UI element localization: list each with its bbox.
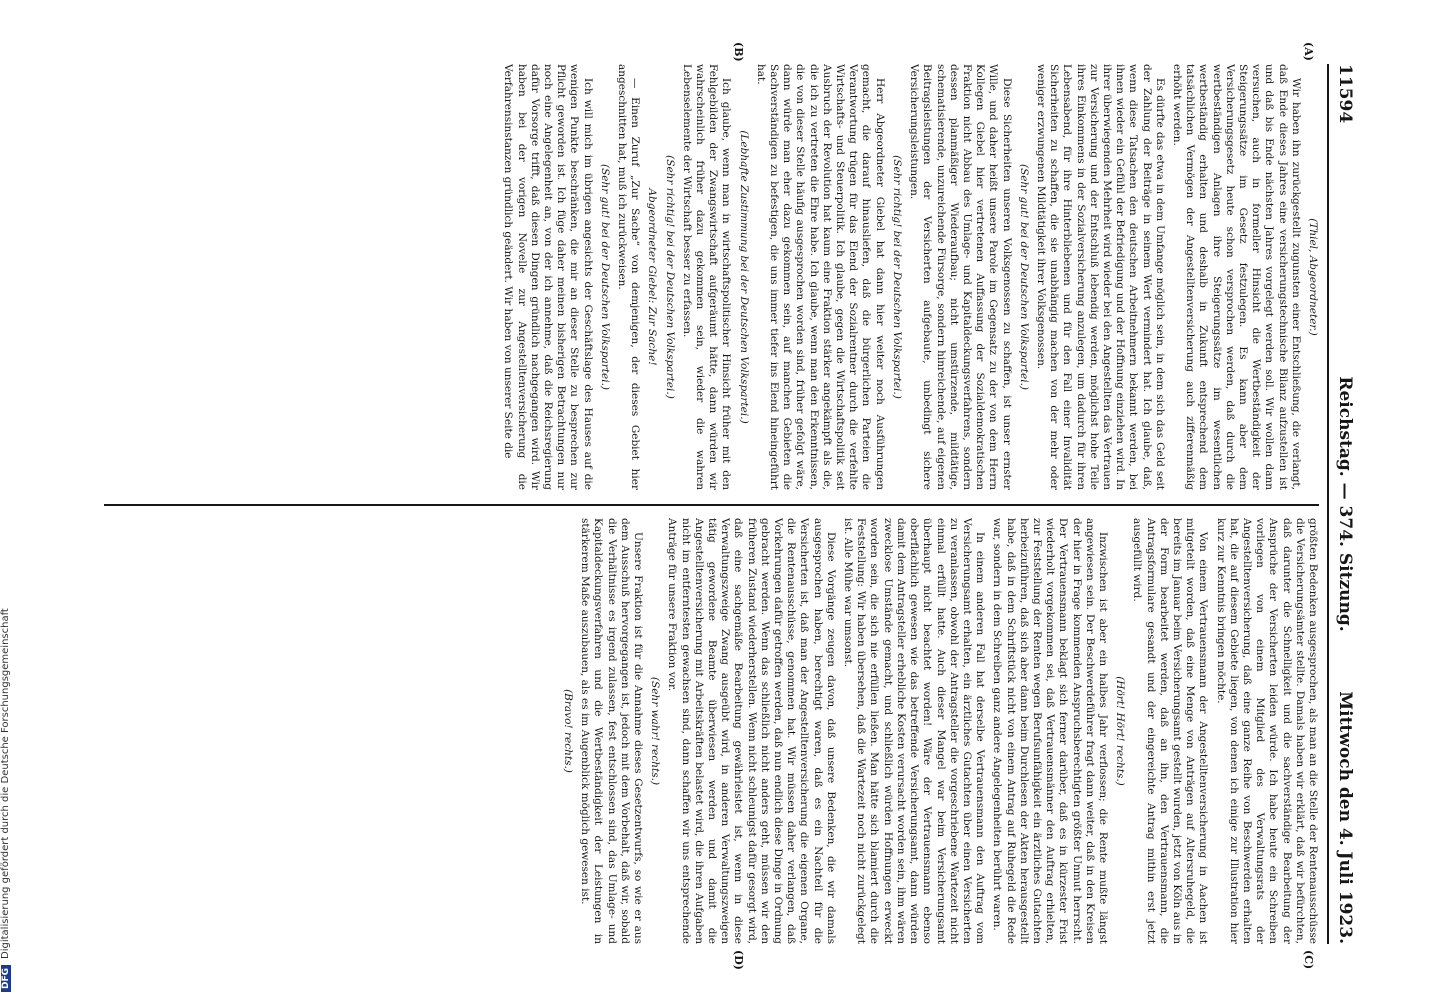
page-number: 11594 (1335, 64, 1355, 124)
right-column (99, 518, 1319, 944)
digitization-credit (0, 0, 16, 1000)
interjection: (Lebhafte Zustimmung bei der Deutschen Volkspartei.) (737, 130, 750, 424)
paragraph: — Einen Zuruf „Zur Sache“ von demjenigen, der dieses Gebiet hier angeschnitten hat, muß ich zurückweisen. (616, 64, 642, 490)
paragraph: Ich will mich im übrigen angesichts der Geschäftslage des Hauses auf die wenigen Punkte beschränken, die mir an dieser Stelle zu besprechen zur Pflicht geworden ist. Ich füge daher meinen bisherigen Betrachtungen nur noch eine Angelegenheit an, von der ich annehme, daß die Reichsregierung dafür Vorsorge trifft, daß diesen Dingen gründlich nachgegangen wird. Wir haben bei der vorigen Novelle zur Angestelltenversicherung die Verfahrensinstanzen gründlich geändert. Wir haben von unserer Seite die (502, 64, 594, 490)
interjection: (Sehr richtig! bei der Deutschen Volkspartei.) (663, 155, 676, 399)
interjection: (Hört! Hört! rechts.) (1114, 676, 1127, 786)
paragraph: Es dürfte das etwa in dem Umfange möglich sein, in dem sich das Geld seit der Zahlung der Beiträge in seinem Wert vermindert hat. Ich glaube, daß, wenn diese Tatsachen den deutschen Arbeitnehmern bekannt werden, bei ihnen wieder ein Gefühl der Befriedigung und der Hoffnung einziehen wird. In ihrer überwiegenden Mehrheit wird wieder bei den Angestellten das Vertrauen zur Versicherung und der Entschluß lebendig werden, möglichst hohe Teile ihres Einkommens in der Sozialversicherung anzulegen, um dadurch für ihren Lebensabend, für ihre Hinterbliebenen und für den Fall einer Invalidität Sicherheiten zu schaffen, die sie unabhängig machen von der mehr oder weniger erzwungenen Mildtätigkeit ihrer Volksgenossen. (1034, 64, 1166, 490)
margin-marker-b: (B) (732, 42, 745, 62)
margin-marker-a: (A) (1302, 42, 1315, 61)
paragraph: Diese Sicherheiten unseren Volksgenossen zu schaffen, ist unser ernster Wille, und daher heißt unsere Parole im Gegensatz zu der von dem Herrn Kollegen Giebel hier vertretenen Auffassung der Sozialdemokratischen Fraktion nicht Abbau des Umlage- und Kapitaldeckungsverfahrens, sondern dessen planmäßiger Wiederaufbau; nicht umstürzende, mildtätige, schematisierende, unzureichende Fürsorge, sondern hinreichende, auf eigenen Beitragsleistungen der Versicherten aufgebaute, unbedingt sichere Versicherungsleistungen. (908, 64, 1013, 490)
column-divider (104, 504, 1319, 506)
paragraph: In einem anderen Fall hat derselbe Vertrauensmann den Auftrag vom Versicherungsamt erhalten, ein ärztliches Gutachten über einen Versicherten zu veranlassen, obwohl der Antragsteller die vorgeschriebene Wartezeit nicht einmal erfüllt hatte. Auch dieser Mangel war beim Versicherungsamt überhaupt nicht beachtet worden! Wäre der Vertrauensmann ebenso oberflächlich gewesen wie das betreffende Versicherungsamt, dann würden damit dem Antragsteller erhebliche Kosten verursacht worden sein, ihm wären zwecklose Umstände gemacht, und schließlich würden Hoffnungen erweckt worden sein, die sich nie erfüllen ließen. Man hätte sich blamiert durch die Feststellung: Wir haben übersehen, daß die Wartezeit noch nicht zurückgelegt ist. Alle Mühe war umsonst. (842, 518, 987, 944)
interjection: (Sehr richtig! bei der Deutschen Volkspartei.) (890, 155, 903, 399)
session-title: Reichstag. — 374. Sitzung. (1335, 376, 1355, 632)
paragraph: Herr Abgeordneter Giebel hat dann hier weiter noch Ausführungen gemacht, die darauf hinausliefen, daß die bürgerlichen Parteien die Verantwortung trügen für das Elend der Sozialrentner durch die verfehlte Wirtschafts- und Steuerpolitik. Ich glaube, gegen die Wirtschaftspolitik seit Ausbruch der Revolution hat kaum eine Fraktion stärker angekämpft als die, die ich zu vertreten die Ehre habe. Ich glaube, wenn man den Erkenntnissen, die von dieser Stelle häufig ausgesprochen worden sind, früher gefolgt wäre, dann würde man eher dazu gekommen sein, auf manchen Gebieten die Sachverständigen zu befestigen, die uns immer tiefer ins Elend hineingeführt hat. (754, 64, 886, 490)
margin-marker-d: (D) (732, 950, 745, 970)
paragraph: Von einem Vertrauensmann der Angestelltenversicherung in Aachen ist mitgeteilt worden, daß eine Menge von Anträgen auf Altersruhegeld, die bereits im Januar beim Versicherungsamt gestellt wurden, jetzt von Köln aus in der Form bearbeitet werden, daß an ihn, den Vertrauensmann, die Antragsformulare gesandt und der eingereichte Antrag mithin erst jetzt ausgefüllt wird. (1131, 518, 1210, 944)
margin-marker-c: (C) (1302, 950, 1315, 970)
interjection: Abgeordneter Giebel: Zur Sache! (646, 188, 659, 366)
newspaper-page (75, 42, 1355, 970)
interjection: (Sehr gut! bei der Deutschen Volkspartei.) (1017, 163, 1030, 391)
paragraph: Ich glaube, wenn man in wirtschaftspolitischer Hinsicht früher mit den Fehlgebilden der Zwangswirtschaft aufgeräumt hätte, dann würden wir wahrscheinlich früher dazu gekommen sein, wieder die wahren Lebenselemente der Wirtschaft besser zu erfassen. (680, 64, 733, 490)
header-rule (1327, 64, 1329, 944)
paragraph: Wir haben ihn zurückgestellt zugunsten einer Entschließung, die verlangt, daß Ende dieses Jahres eine versicherungstechnische Bilanz aufzustellen ist und daß bis Ende nächsten Jahres vorgelegt werden soll. Wir wollen dann versuchen, auch in formeller Hinsicht die Wertbeständigkeit der Steigerungssätze im Gesetz festzulegen. Es kann aber dem Versicherungsgesetz heute schon versprochen werden, daß durch die wertbeständigen Anlagen ihre Steigerungssätze im wesentlichen wertbeständig erhalten und deshalb in Zukunft entsprechend dem tatsächlichen Vermögen der Angestelltenversicherung auch zifferenmäßig erhöht werden. (1170, 64, 1302, 490)
speaker-note: (Thiel, Abgeordneter.) (1307, 218, 1319, 336)
paragraph: größten Bedenken ausgesprochen, als man an die Stelle der Rentenausschüsse die Versicherungsämter stellte. Damals haben wir erklärt, daß wir befürchten, daß darunter die Schnelligkeit und die sachverständige Bearbeitung der Ansprüche der Versicherten leiden würde. Ich habe heute ein Schreiben vorliegen von einem Mitglied des Verwaltungsrats der Angestelltenversicherung, daß eine ganze Reihe von Beschwerden erhalten hat, die auf diesem Gebiete liegen, von denen ich einige zur Illustration hier kurz zur Kenntnis bringen möchte. (1214, 518, 1319, 944)
paragraph: Inzwischen ist aber ein halbes Jahr verflossen; die Rente mußte längst angewiesen sein. Der Beschwerdeführer fragt dann weiter, daß in den Kreisen der hier in Frage kommenden Anspruchsberechtigten größter Unmut herrscht. Der Vertrauensmann beklagt sich ferner darüber, daß es in kürzester Frist wiederholt vorgekommen sei, daß Vertrauensmänner den Auftrag erhielten, zur Feststellung der Renten wegen Berufsunfähigkeit ein ärztliches Gutachten herbeizuführen, daß sich aber dann beim Durchlesen der Akten herausgestellt habe, daß in dem Schriftstück nicht von einem Antrag auf Ruhegeld die Rede war, sondern in dem Schreiben ganz andere Angelegenheiten berührt waren. (991, 518, 1109, 944)
session-date: Mittwoch den 4. Juli 1923. (1335, 691, 1355, 944)
credit-text: Digitalisierung gefördert durch die Deutsche Forschungsgemeinschaft (0, 608, 11, 959)
interjection: (Bravo! rechts.) (562, 689, 575, 773)
interjection: (Sehr gut! bei der Deutschen Volkspartei.) (598, 163, 611, 391)
paragraph: Unsere Fraktion ist für die Annahme dieses Gesetzentwurfs, so wie er aus dem Ausschuß hervorgegangen ist, jedoch mit dem Vorbehalt, daß wir, sobald die Verhältnisse es irgend zulassen, fest entschlossen sind, das Umlage- und Kapitaldeckungsverfahren und die Wertbeständigkeit der Leistungen in stärkerem Maße auszubauen, als es im Augenblick möglich gewesen ist. (579, 518, 645, 944)
page-header (1333, 64, 1355, 944)
interjection: (Sehr wahr! rechts.) (649, 676, 662, 786)
paragraph: Diese Vorgänge zeugen davon, daß unsere Bedenken, die wir damals ausgesprochen haben, berechtigt waren, daß es ein Nachteil für die Versicherten ist, daß man der Angestelltenversicherung die eigenen Organe, die Rentenausschüsse, genommen hat. Wir müssen daher verlangen, daß Vorkehrungen dafür getroffen werden, daß nun endlich diese Dinge in Ordnung gebracht werden. Wenn das schließlich nicht anders geht, müssen wir den früheren Zustand wiederherstellen. Wenn nicht schleunigst dafür gesorgt wird, daß eine sachgemäße Bearbeitung gewährleistet ist, wenn in diese Verwaltungszweige Zwang ausgeübt wird, in anderen Verwaltungszweigen tätig gewordene Beamte überwiesen werden und damit die Angestelltenversicherung mit Arbeitskräften belastet wird, die ihren Aufgaben nicht im entferntesten gewachsen sind, dann schaffen wir uns entsprechende Anträge für unsere Fraktion vor. (666, 518, 837, 944)
left-column (99, 64, 1319, 490)
dfg-logo-icon: DFG (1, 965, 11, 992)
